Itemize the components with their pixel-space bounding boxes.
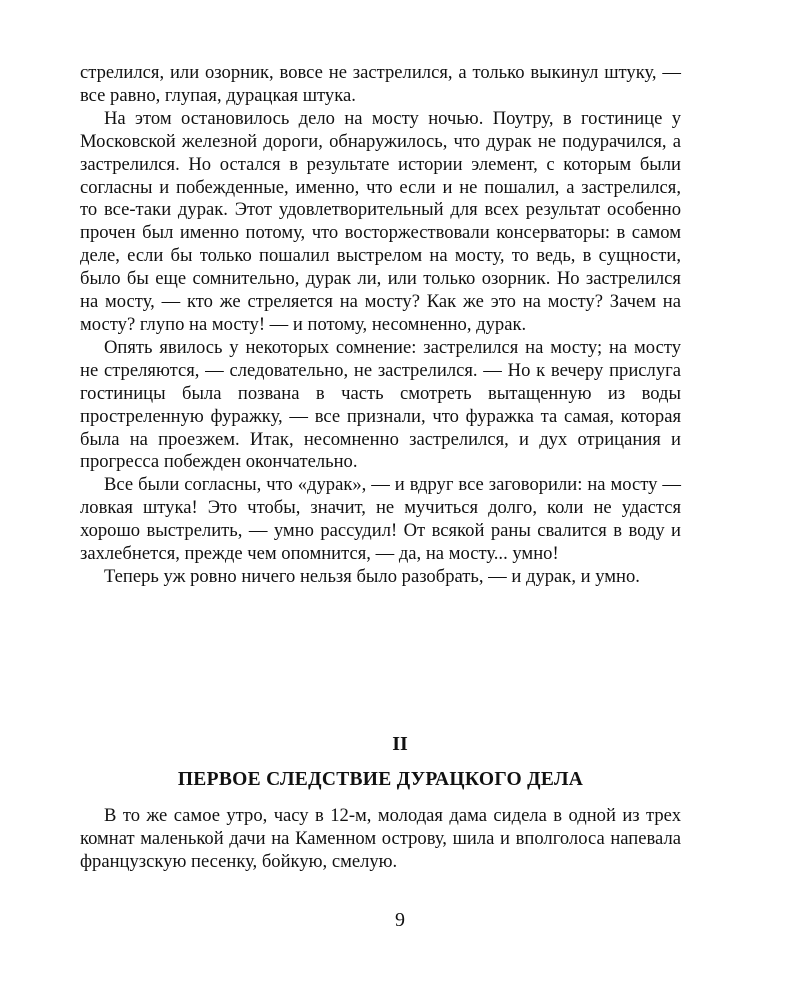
- paragraph: Все были согласны, что «дурак», — и вдруг все заговорили: на мосту — ловкая штука! Это чтобы, значит, не мучиться долго, коли не удастся хорошо выстрелить, — умно рассудил! От всякой раны свалится в воду и захлебнется, прежде чем опомнится, — да, на мосту... умно!: [80, 474, 681, 565]
- chapter-title: ПЕРВОЕ СЛЕДСТВИЕ ДУРАЦКОГО ДЕЛА: [177, 769, 584, 790]
- body-text: [80, 62, 681, 589]
- chapter-body-text: [80, 805, 681, 874]
- page-number: 9: [395, 909, 405, 931]
- chapter-number: II: [392, 733, 408, 755]
- paragraph-continued: стрелился, или озорник, вовсе не застрелился, а только выкинул штуку, — все равно, глупая, дурацкая штука.: [80, 62, 681, 106]
- paragraph: На этом остановилось дело на мосту ночью. Поутру, в гостинице у Московской железной дороги, обнаружилось, что дурак не подурачился, а застрелился. Но остался в результате истории элемент, с которым были согласны и побежденные, именно, что если и не пошалил, а застрелился, то все-таки дурак. Этот удовлетворительный для всех результат особенно прочен был именно потому, что восторжествовали консерваторы: в самом деле, если бы только пошалил выстрелом на мосту, то ведь, в сущности, было бы еще сомнительно, дурак ли, или только озорник. Но застрелился на мосту, — кто же стреляется на мосту? Как же это на мосту? Зачем на мосту? глупо на мосту! — и потому, несомненно, дурак.: [80, 107, 681, 335]
- paragraph: Теперь уж ровно ничего нельзя было разобрать, — и дурак, и умно.: [104, 565, 640, 587]
- paragraph: В то же самое утро, часу в 12-м, молодая дама сидела в одной из трех комнат маленькой дачи на Каменном острову, шила и вполголоса напевала французскую песенку, бойкую, смелую.: [80, 805, 681, 872]
- paragraph: Опять явилось у некоторых сомнение: застрелился на мосту; на мосту не стреляются, — следовательно, не застрелился. — Но к вечеру прислуга гостиницы была позвана в часть смотреть вытащенную из воды простреленную фуражку, — все признали, что фуражка та самая, которая была на проезжем. Итак, несомненно застрелился, и дух отрицания и прогресса побежден окончательно.: [80, 336, 681, 473]
